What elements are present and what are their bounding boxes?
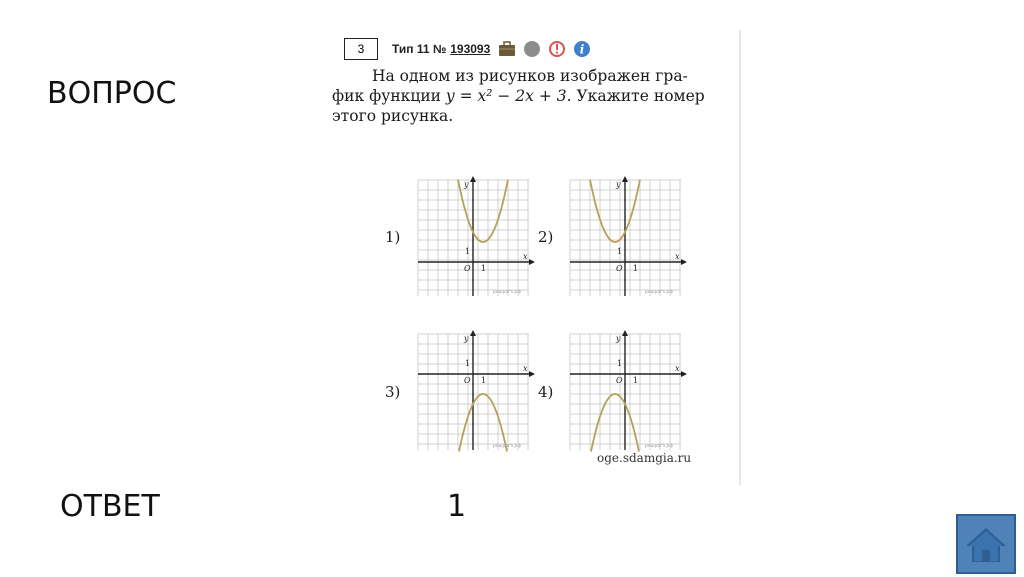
task-number-box: 3 xyxy=(344,38,378,60)
y-axis-label: y xyxy=(464,180,469,189)
parabola-curve xyxy=(590,180,640,243)
watermark: решуогэ.рф xyxy=(645,290,674,295)
x-arrow xyxy=(681,371,687,377)
task-type: Тип 11 № xyxy=(392,42,447,56)
y-axis-label: y xyxy=(616,334,621,343)
x-axis-label: x xyxy=(675,252,680,261)
watermark: решуогэ.рф xyxy=(493,290,522,295)
x-arrow xyxy=(681,259,687,265)
x-unit-label: 1 xyxy=(481,376,487,385)
y-arrow xyxy=(622,176,628,182)
origin-label: O xyxy=(464,264,471,273)
task-id-link[interactable]: 193093 xyxy=(450,42,491,56)
svg-text:i: i xyxy=(580,42,585,57)
home-button[interactable] xyxy=(956,514,1016,574)
answer-value: 1 xyxy=(447,489,467,524)
graph-number-label: 3) xyxy=(385,383,401,401)
x-axis-label: x xyxy=(675,364,680,373)
x-axis-label: x xyxy=(523,364,528,373)
formula: y = x² − 2x + 3 xyxy=(445,87,567,105)
y-axis-label: y xyxy=(616,180,621,189)
graph-4 xyxy=(570,330,687,452)
question-label: ВОПРОС xyxy=(47,76,177,111)
watermark: решуогэ.рф xyxy=(493,444,522,449)
graph-number-label: 2) xyxy=(538,228,554,246)
x-arrow xyxy=(529,371,535,377)
x-unit-label: 1 xyxy=(633,264,639,273)
parabola-curve xyxy=(591,394,639,452)
x-unit-label: 1 xyxy=(633,376,639,385)
y-unit-label: 1 xyxy=(617,359,623,368)
y-unit-label: 1 xyxy=(465,359,471,368)
problem-line-2-suffix: . Укажите номер xyxy=(566,87,705,105)
x-unit-label: 1 xyxy=(481,264,487,273)
graph-2 xyxy=(570,176,687,296)
y-unit-label: 1 xyxy=(465,247,471,256)
answer-label: ОТВЕТ xyxy=(60,489,160,524)
watermark: решуогэ.рф xyxy=(645,444,674,449)
y-arrow xyxy=(470,330,476,336)
y-axis-label: y xyxy=(464,334,469,343)
y-unit-label: 1 xyxy=(617,247,623,256)
y-arrow xyxy=(622,330,628,336)
origin-label: O xyxy=(616,264,623,273)
origin-label: O xyxy=(616,376,623,385)
y-arrow xyxy=(470,176,476,182)
problem-line-1: На одном из рисунков изображен гра- xyxy=(372,67,688,85)
home-icon xyxy=(958,516,1014,572)
graph-3 xyxy=(418,330,535,452)
graph-number-label: 1) xyxy=(385,228,401,246)
site-credit: oge.sdamgia.ru xyxy=(597,451,692,465)
x-axis-label: x xyxy=(523,252,528,261)
graph-1 xyxy=(418,176,535,296)
parabola-curve xyxy=(459,394,507,452)
problem-line-2-prefix: фик функции xyxy=(332,87,446,105)
x-arrow xyxy=(529,259,535,265)
problem-line-3: этого рисунка. xyxy=(332,107,454,125)
origin-label: O xyxy=(464,376,471,385)
graph-number-label: 4) xyxy=(538,383,554,401)
